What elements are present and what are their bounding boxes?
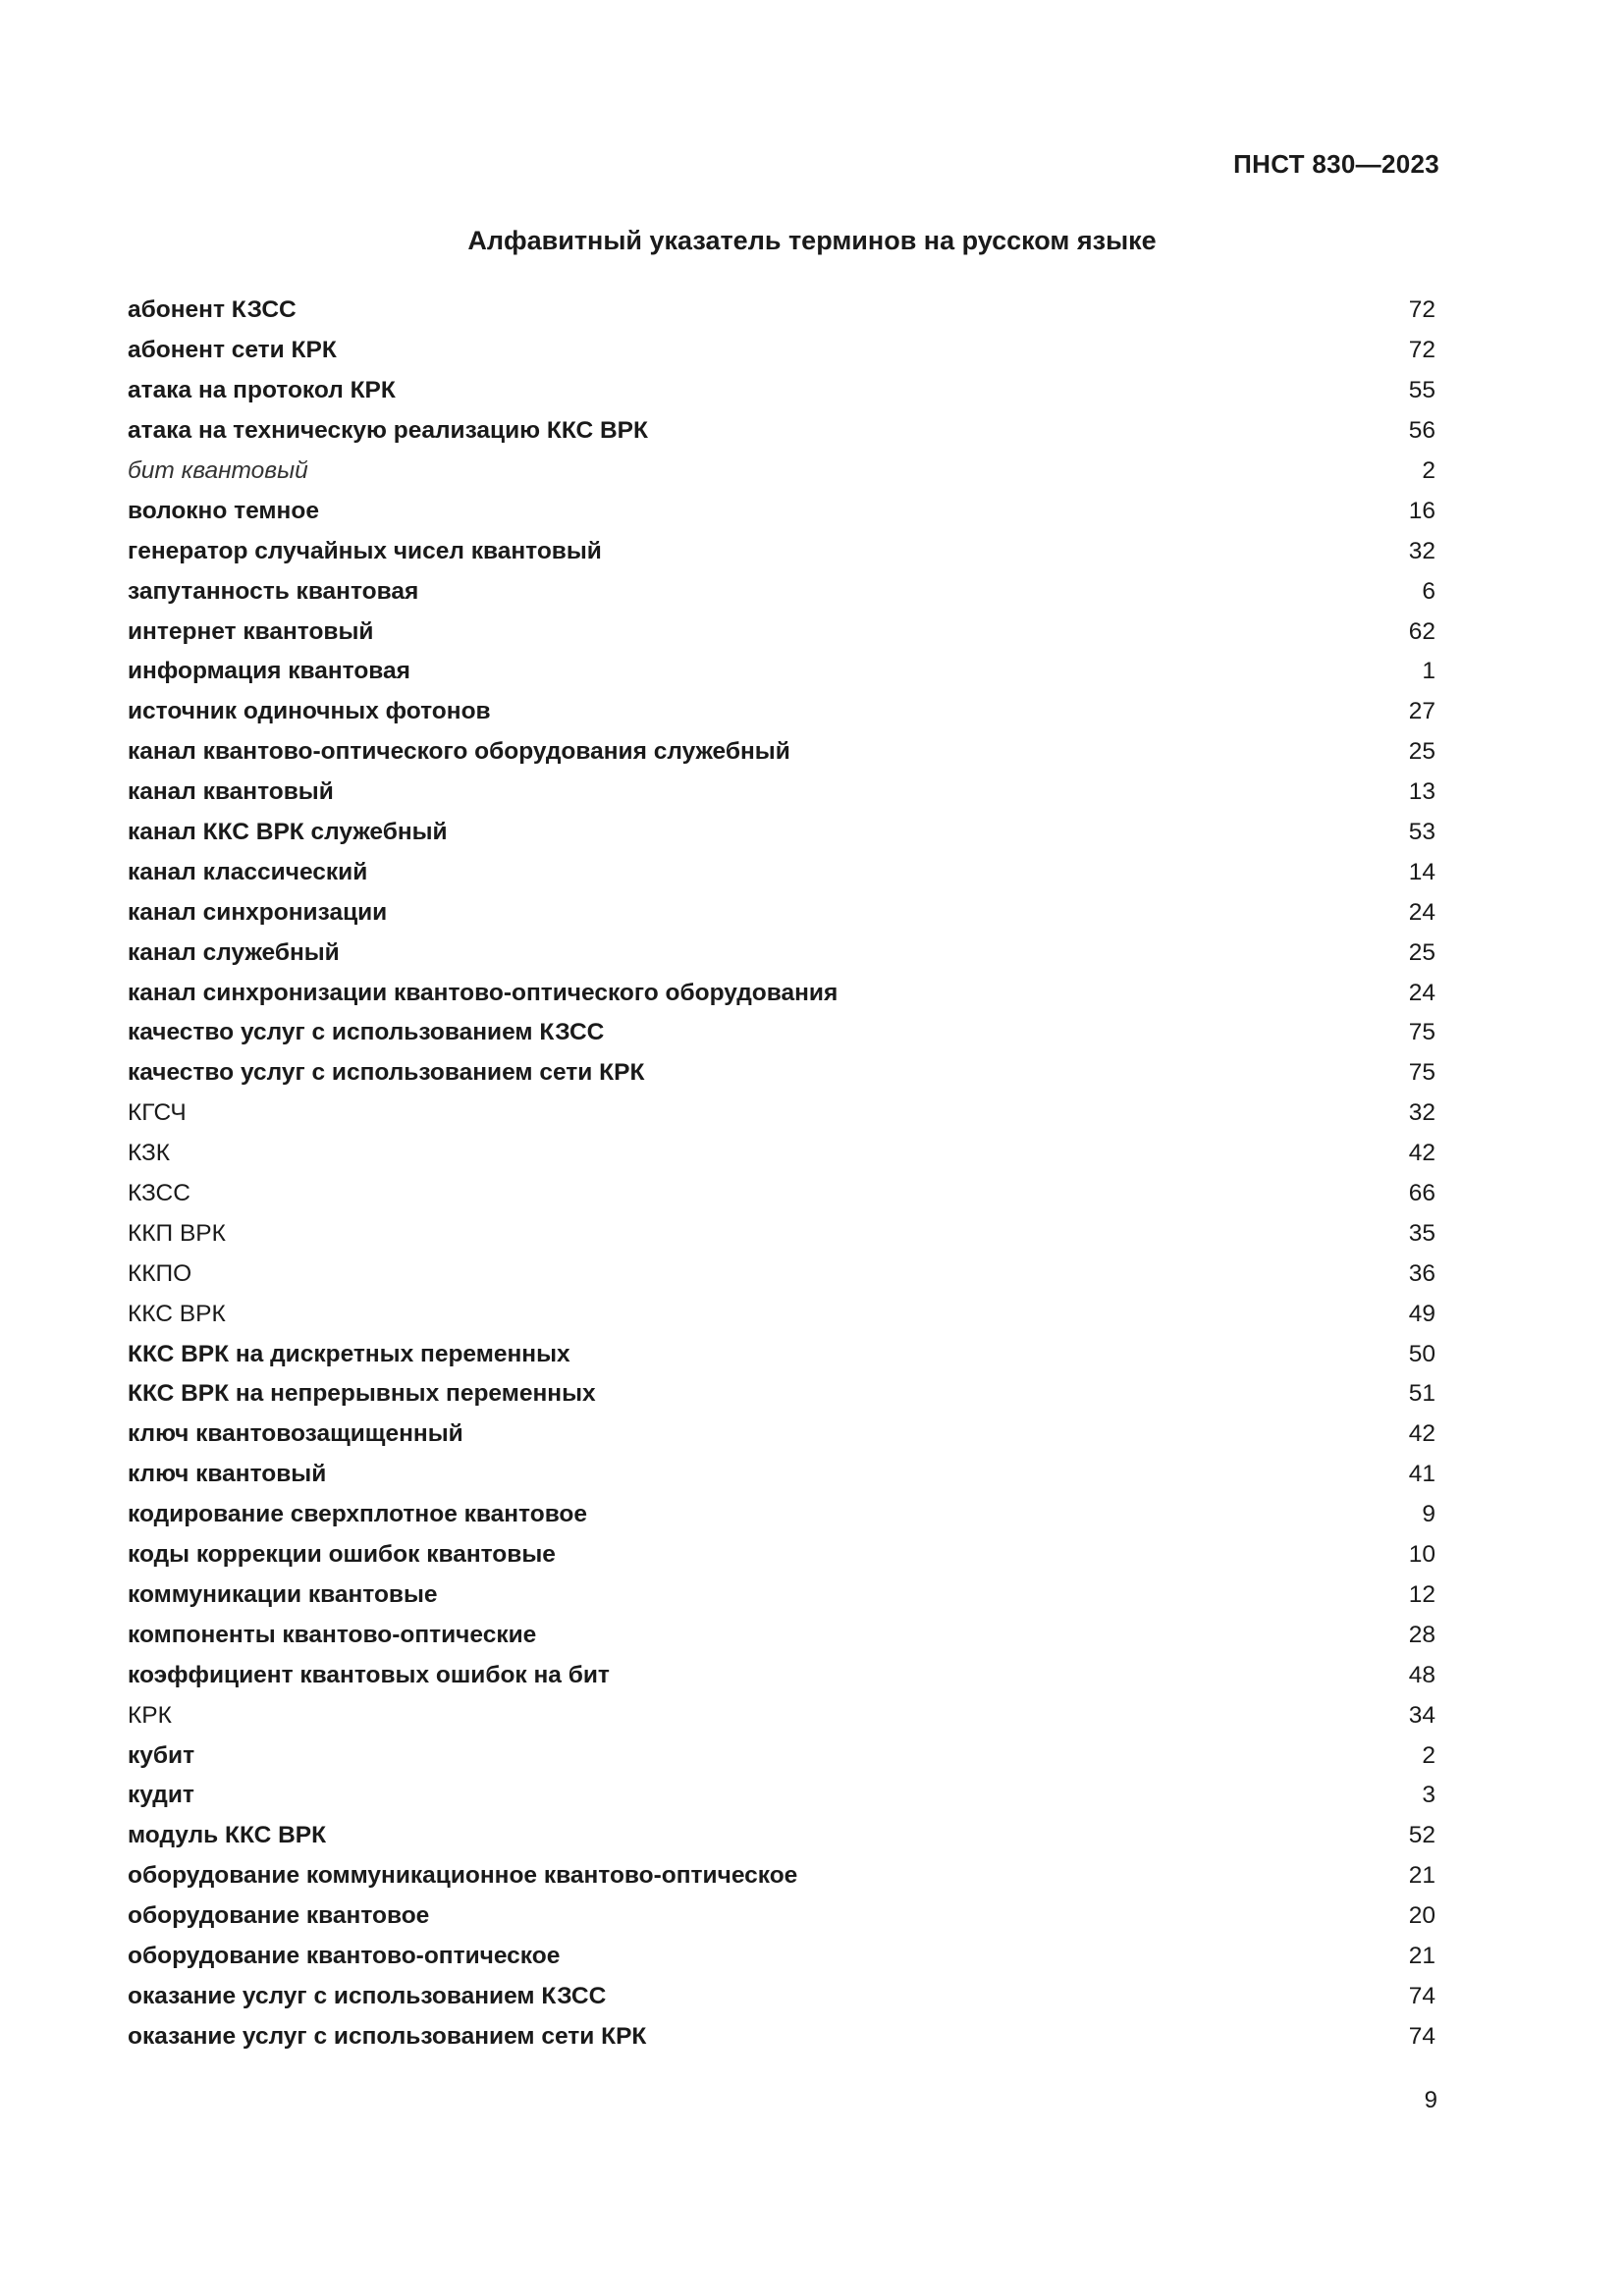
index-term-number: 42	[1408, 1140, 1435, 1167]
index-entry	[128, 1615, 1435, 1655]
index-term-number: 48	[1408, 1661, 1435, 1688]
index-term-number: 2	[1422, 457, 1435, 484]
index-term-number: 2	[1422, 1741, 1435, 1769]
index-entry	[128, 1174, 1435, 1214]
index-entry	[128, 531, 1435, 571]
index-term-number: 3	[1422, 1782, 1435, 1809]
index-entry	[128, 1655, 1435, 1695]
index-term: коды коррекции ошибок квантовые	[128, 1541, 556, 1569]
index-term-number: 66	[1408, 1180, 1435, 1207]
index-term-number: 9	[1422, 1501, 1435, 1528]
index-term-number: 28	[1408, 1621, 1435, 1648]
index-entry	[128, 1896, 1435, 1937]
index-term: оказание услуг с использованием КЗСС	[128, 1982, 607, 2009]
index-term: источник одиночных фотонов	[128, 698, 491, 725]
index-term-number: 34	[1408, 1701, 1435, 1729]
index-term: модуль ККС ВРК	[128, 1822, 327, 1849]
index-entry	[128, 852, 1435, 892]
index-term: ККС ВРК	[128, 1300, 226, 1327]
index-term: КЗК	[128, 1140, 171, 1167]
index-entry	[128, 1455, 1435, 1495]
index-term-number: 21	[1408, 1942, 1435, 1969]
page-number: 9	[1424, 2087, 1437, 2113]
index-term: волокно темное	[128, 497, 319, 524]
page-title: Алфавитный указатель терминов на русском языке	[467, 226, 1157, 255]
index-term-number: 20	[1408, 1902, 1435, 1930]
index-entry	[128, 1575, 1435, 1616]
index-term: оказание услуг с использованием сети КРК	[128, 2022, 647, 2050]
index-entry	[128, 692, 1435, 732]
index-term: коммуникации квантовые	[128, 1580, 438, 1608]
index-term-number: 36	[1408, 1259, 1435, 1287]
document-code: ПНСТ 830—2023	[1233, 149, 1439, 179]
index-term-number: 27	[1408, 698, 1435, 725]
index-term-number: 72	[1408, 296, 1435, 324]
index-entry	[128, 1976, 1435, 2016]
index-term-number: 55	[1408, 377, 1435, 404]
index-term: интернет квантовый	[128, 617, 374, 645]
index-term-number: 56	[1408, 417, 1435, 445]
index-term-number: 62	[1408, 617, 1435, 645]
index-entry	[128, 1495, 1435, 1535]
index-entry	[128, 1535, 1435, 1575]
index-term-number: 52	[1408, 1822, 1435, 1849]
index-term: кодирование сверхплотное квантовое	[128, 1501, 588, 1528]
index-term-number: 13	[1408, 778, 1435, 806]
index-term-number: 14	[1408, 858, 1435, 885]
index-term-number: 24	[1408, 898, 1435, 926]
index-entry	[128, 491, 1435, 531]
index-term: атака на протокол КРК	[128, 377, 396, 404]
index-entry	[128, 2016, 1435, 2056]
index-term-number: 21	[1408, 1862, 1435, 1890]
index-term-number: 6	[1422, 577, 1435, 605]
index-term: кудит	[128, 1782, 194, 1809]
index-entry	[128, 1334, 1435, 1374]
index-entry	[128, 1937, 1435, 1977]
index-term-number: 75	[1408, 1059, 1435, 1087]
index-term-number: 49	[1408, 1300, 1435, 1327]
index-term: абонент сети КРК	[128, 337, 337, 364]
index-term-number: 35	[1408, 1219, 1435, 1247]
index-term-number: 72	[1408, 337, 1435, 364]
index-term: качество услуг с использованием КЗСС	[128, 1019, 605, 1046]
index-term: КРК	[128, 1701, 172, 1729]
index-entry	[128, 452, 1435, 492]
index-term-number: 10	[1408, 1541, 1435, 1569]
index-term: ключ квантовый	[128, 1461, 327, 1488]
index-term: генератор случайных чисел квантовый	[128, 537, 602, 564]
index-term-number: 53	[1408, 819, 1435, 846]
index-entry	[128, 411, 1435, 452]
index-term-number: 51	[1408, 1380, 1435, 1408]
index-term-number: 1	[1422, 658, 1435, 685]
index-entry	[128, 1374, 1435, 1415]
index-entry	[128, 1415, 1435, 1455]
index-term: ККП ВРК	[128, 1219, 226, 1247]
index-term-number: 25	[1408, 938, 1435, 966]
index-term: ключ квантовозащищенный	[128, 1420, 463, 1448]
index-term: КГСЧ	[128, 1099, 187, 1127]
term-index-list	[128, 291, 1435, 2056]
index-term: ККПО	[128, 1259, 192, 1287]
index-entry	[128, 1013, 1435, 1053]
index-entry	[128, 1213, 1435, 1254]
index-entry	[128, 1695, 1435, 1735]
index-term-number: 12	[1408, 1580, 1435, 1608]
index-entry	[128, 1134, 1435, 1174]
index-term-number: 42	[1408, 1420, 1435, 1448]
index-term: оборудование квантовое	[128, 1902, 430, 1930]
index-term: канал классический	[128, 858, 368, 885]
index-term: коэффициент квантовых ошибок на бит	[128, 1661, 610, 1688]
index-entry	[128, 652, 1435, 692]
index-entry	[128, 1816, 1435, 1856]
index-term: канал ККС ВРК служебный	[128, 819, 448, 846]
index-entry	[128, 732, 1435, 773]
index-entry	[128, 371, 1435, 411]
index-term: канал квантовый	[128, 778, 334, 806]
index-term: канал синхронизации квантово-оптического оборудования	[128, 979, 839, 1006]
index-term: кубит	[128, 1741, 195, 1769]
index-term: канал синхронизации	[128, 898, 388, 926]
index-term: ККС ВРК на непрерывных переменных	[128, 1380, 596, 1408]
index-entry	[128, 612, 1435, 652]
index-entry	[128, 1254, 1435, 1294]
index-entry	[128, 933, 1435, 973]
index-entry	[128, 291, 1435, 331]
index-term-number: 25	[1408, 738, 1435, 766]
index-term: ККС ВРК на дискретных переменных	[128, 1340, 570, 1367]
index-entry	[128, 1294, 1435, 1334]
index-term: оборудование квантово-оптическое	[128, 1942, 561, 1969]
index-term-number: 41	[1408, 1461, 1435, 1488]
index-term: атака на техническую реализацию ККС ВРК	[128, 417, 648, 445]
index-entry	[128, 571, 1435, 612]
index-entry	[128, 813, 1435, 853]
index-term-number: 50	[1408, 1340, 1435, 1367]
index-entry	[128, 892, 1435, 933]
index-term: качество услуг с использованием сети КРК	[128, 1059, 645, 1087]
index-term: запутанность квантовая	[128, 577, 419, 605]
index-term: абонент КЗСС	[128, 296, 297, 324]
index-term-number: 74	[1408, 1982, 1435, 2009]
index-term: бит квантовый	[128, 457, 308, 484]
index-entry	[128, 1776, 1435, 1816]
index-term: канал служебный	[128, 938, 340, 966]
index-entry	[128, 773, 1435, 813]
index-entry	[128, 331, 1435, 371]
index-entry	[128, 1094, 1435, 1134]
index-entry	[128, 1735, 1435, 1776]
index-entry	[128, 973, 1435, 1013]
index-term-number: 16	[1408, 497, 1435, 524]
index-term: КЗСС	[128, 1180, 190, 1207]
index-term: канал квантово-оптического оборудования служебный	[128, 738, 790, 766]
index-term-number: 32	[1408, 537, 1435, 564]
index-term-number: 75	[1408, 1019, 1435, 1046]
index-term: информация квантовая	[128, 658, 410, 685]
index-term-number: 74	[1408, 2022, 1435, 2050]
index-term-number: 24	[1408, 979, 1435, 1006]
index-entry	[128, 1856, 1435, 1896]
index-term-number: 32	[1408, 1099, 1435, 1127]
index-term: компоненты квантово-оптические	[128, 1621, 537, 1648]
index-term: оборудование коммуникационное квантово-оптическое	[128, 1862, 798, 1890]
index-entry	[128, 1053, 1435, 1094]
